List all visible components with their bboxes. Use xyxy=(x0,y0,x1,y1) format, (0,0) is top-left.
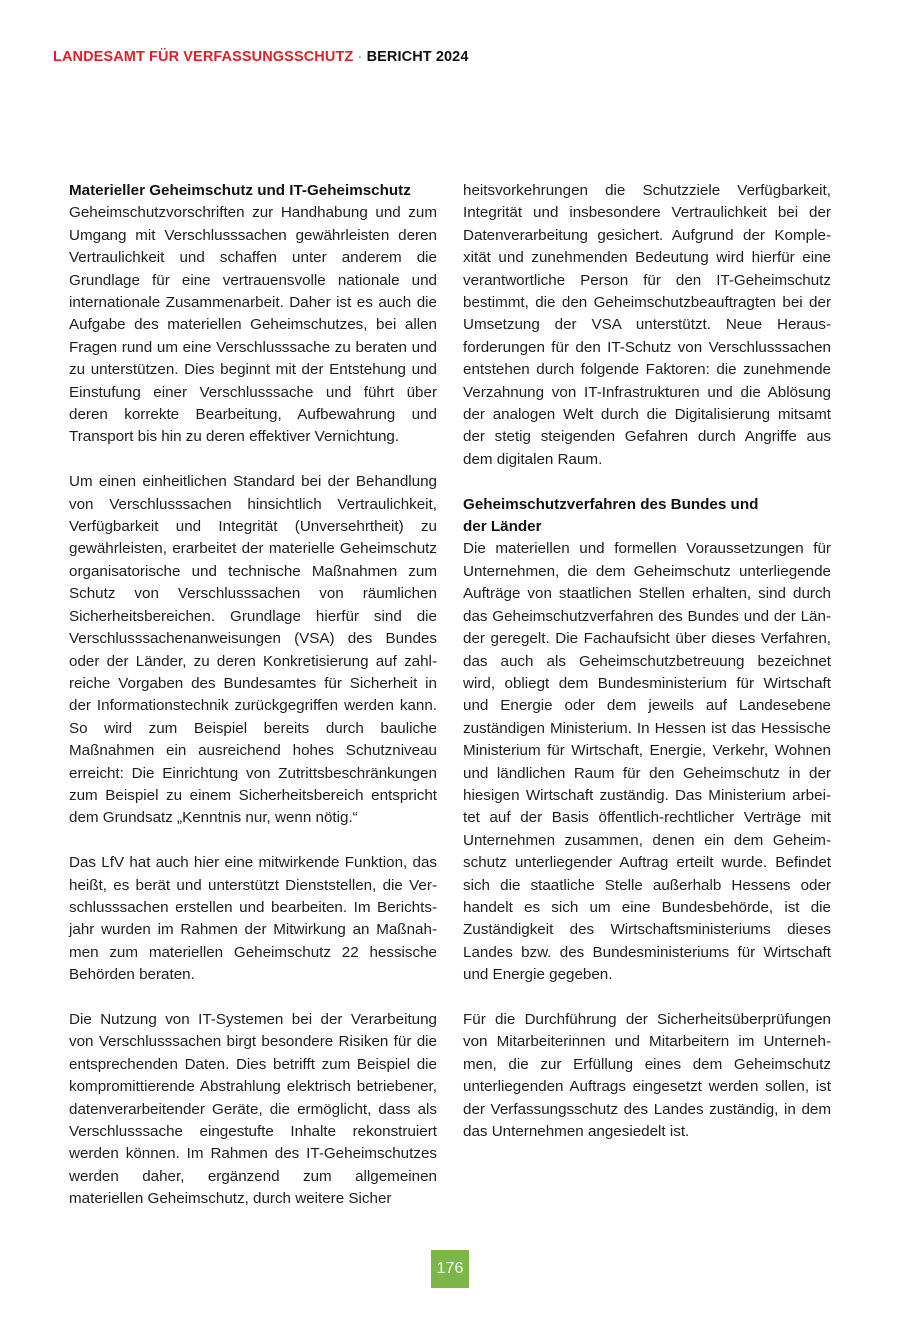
header-separator: · xyxy=(357,49,363,65)
paragraph: Das LfV hat auch hier eine mitwirkende Funktion, das heißt, es berät und unterstützt Dienststellen, die Verschlusssachen erstellen und bearbeiten. Im Berichtsjahr wurden im Rahmen der Mitwirkung an Maßnahmen zum materiellen Geheimschutz 22 hessische Behörden beraten. xyxy=(69,854,437,984)
paragraph: Für die Durchführung der Sicherheitsüberprüfungen von Mitarbeiterinnen und Mitarbeitern im Unternehmen, die zur Erfüllung eines dem Geheimschutz unterliegenden Auftrags eingesetzt werden sollen, ist der Verfassungsschutz des Landes zuständig, in dem das Unternehmen angesiedelt ist. xyxy=(463,1011,831,1141)
heading-line: Geheimschutzverfahren des Bundes und xyxy=(463,495,759,513)
paragraph-continued: heitsvorkehrungen die Schutzziele Verfügbarkeit, Integrität und insbesondere Vertraulichkeit bei der Datenverarbeitung gesichert. Aufgrund der Komplexität und zunehmenden Bedeutung wird hierfür eine verantwortliche Person für den IT-Geheimschutz bestimmt, die den Geheimschutzbeauftragten bei der Umsetzung der VSA unterstützt. Neue Herausforderungen für den IT-Schutz von Verschlusssachen entstehen durch folgende Faktoren: die zunehmende Verzahnung von IT-Infrastrukturen und die Ablösung der analogen Welt durch die Digitalisierung mitsamt der stetig steigenden Gefahren durch Angriffe aus dem digitalen Raum. xyxy=(463,182,831,468)
page-number: 176 xyxy=(431,1250,469,1288)
running-header xyxy=(53,49,469,65)
heading-line: der Länder xyxy=(463,518,542,536)
paragraph: Die Nutzung von IT-Systemen bei der Verarbeitung von Verschlusssachen birgt besondere Risiken für die entsprechenden Daten. Dies betrifft zum Beispiel die kompromittierende Abstrahlung elektrisch betriebener, datenverarbeitender Geräte, die ermöglicht, dass als Verschlusssache eingestufte Inhalte rekonstruiert werden können. Im Rahmen des IT-Geheimschutzes werden daher, ergänzend zum allgemeinen materiellen Geheimschutz, durch weitere Sicher xyxy=(69,1010,437,1208)
section-heading-geheimschutzverfahren xyxy=(463,494,831,539)
left-column xyxy=(69,180,437,1233)
paragraph: Die materiellen und formellen Voraussetzungen für Unternehmen, die dem Geheimschutz unterliegende Aufträge von staatlichen Stellen erhalten, sind durch das Geheimschutzverfahren des Bundes und der Länder geregelt. Die Fachaufsicht über dieses Verfahren, das auch als Geheimschutzbetreuung bezeichnet wird, obliegt dem Bundesministerium für Wirtschaft und Energie oder dem jeweils auf Landesebene zuständigen Ministerium. In Hessen ist das Hessische Ministerium für Wirtschaft, Energie, Verkehr, Wohnen und ländlichen Raum für den Geheimschutz in der hiesigen Wirtschaft zuständig. Das Ministerium arbeitet auf der Basis öffentlich-rechtlicher Verträge mit Unternehmen zusammen, denen ein dem Geheimschutz unterliegender Auftrag erteilt wurde. Befindet sich die staatliche Stelle außerhalb Hessens oder handelt es sich um eine Bundesbehörde, ist die Zuständigkeit des Wirtschaftsministeriums dieses Landes bzw. des Bundesministeriums für Wirtschaft und Energie gegeben. xyxy=(463,540,831,984)
section-heading-materieller-geheimschutz: Materieller Geheimschutz und IT-Geheimschutz xyxy=(69,182,411,199)
right-column xyxy=(463,180,831,1166)
paragraph: Geheimschutzvorschriften zur Handhabung und zum Umgang mit Verschlusssachen gewährleisten deren Vertraulichkeit und schaffen unter anderem die Grundlage für eine vertrauensvolle nationale und internationale Zusammenarbeit. Daher ist es auch die Aufgabe des materiellen Geheimschutzes, bei allen Fragen rund um eine Verschlusssache zu beraten und zu unterstützen. Dies beginnt mit der Entstehung und Einstufung einer Verschlusssache und führt über deren korrekte Bearbeitung, Aufbewahrung und Transport bis hin zu deren effektiver Vernichtung. xyxy=(69,204,437,446)
header-report: BERICHT 2024 xyxy=(366,49,469,65)
paragraph: Um einen einheitlichen Standard bei der Behandlung von Verschlusssachen hinsichtlich Vertraulichkeit, Verfügbarkeit und Integrität (Unversehrtheit) zu gewährleisten, erarbeitet der materielle Geheimschutz organisatorische und technische Maßnahmen zum Schutz von Verschlusssachen von räumlichen Sicherheitsbereichen. Grundlage hierfür sind die Verschlusssachenanweisungen (VSA) des Bundes oder der Länder, zu deren Konkretisierung auf zahlreiche Vorgaben des Bundesamtes für Sicherheit in der Informationstechnik zurückgegriffen werden kann. So wird zum Beispiel bereits durch bauliche Maßnahmen ein ausreichend hohes Schutzniveau erreicht: Die Einrichtung von Zutrittsbeschränkungen zum Beispiel zu einem Sicherheitsbereich entspricht dem Grundsatz „Kenntnis nur, wenn nötig.“ xyxy=(69,473,437,827)
header-agency: LANDESAMT FÜR VERFASSUNGSSCHUTZ xyxy=(53,49,354,65)
